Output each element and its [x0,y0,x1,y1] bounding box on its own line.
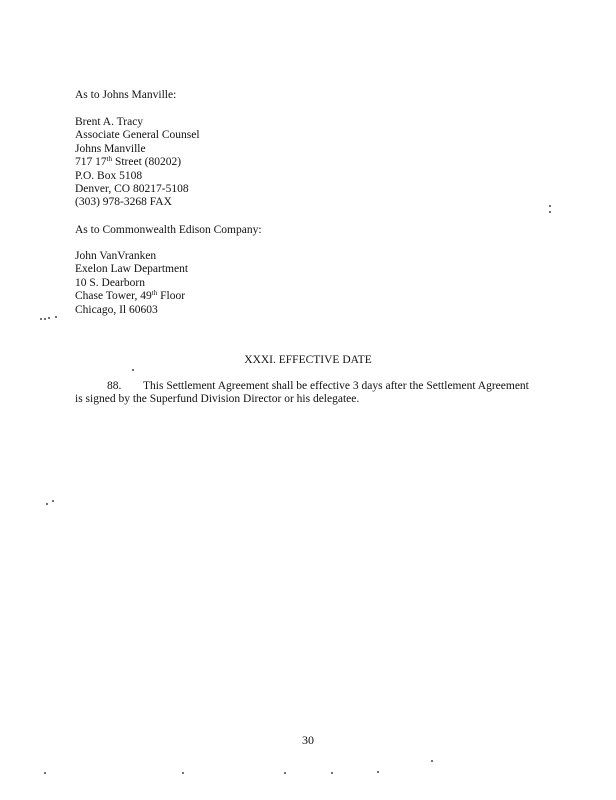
comed-heading-text: As to Commonwealth Edison Company: [75,224,262,236]
paragraph-88 [75,380,535,407]
comed-notice-heading [75,224,262,237]
comed-building-superscript: th [151,289,158,298]
manville-po-box: P.O. Box 5108 [75,169,143,182]
scan-speck [182,772,184,774]
paragraph-number: 88. [107,380,122,392]
manville-street-prefix: 717 17 [75,156,107,169]
comed-city: Chicago, Il 60603 [75,303,158,316]
scan-speck [549,211,551,213]
manville-address-block [75,116,200,210]
section-title: XXXI. EFFECTIVE DATE [244,354,372,366]
scan-speck [377,771,379,773]
scan-speck [284,772,286,774]
manville-street [75,156,200,169]
scan-speck [549,205,551,207]
manville-street-suffix: Street (80202) [112,156,182,169]
scan-speck [44,318,46,320]
page-number: 30 [302,733,314,747]
comed-building [75,290,188,303]
paragraph-line-2: is signed by the Superfund Division Director or his delegatee. [75,393,360,406]
scan-speck [55,316,57,318]
manville-city: Denver, CO 80217-5108 [75,183,189,196]
manville-notice-heading [75,89,176,102]
comed-department: Exelon Law Department [75,263,189,276]
comed-street: 10 S. Dearborn [75,276,145,289]
scan-speck [132,369,134,371]
manville-contact-title: Associate General Counsel [75,129,200,142]
scan-speck [46,503,48,505]
paragraph-first-line [75,380,535,393]
scan-speck [40,318,42,320]
comed-building-suffix: Floor [157,290,186,303]
manville-contact-name: Brent A. Tracy [75,116,144,128]
comed-contact-name: John VanVranken [75,250,157,262]
paragraph-line-1: This Settlement Agreement shall be effective 3 days after the Settlement Agreement [143,380,529,392]
scan-speck [431,760,433,762]
manville-heading-text: As to Johns Manville: [75,89,177,101]
scan-speck [331,772,333,774]
comed-address-block [75,250,188,317]
manville-fax: (303) 978-3268 FAX [75,196,172,209]
manville-company: Johns Manville [75,142,146,155]
scan-speck [48,317,50,319]
scan-speck [52,500,54,502]
manville-street-superscript: th [106,155,113,164]
comed-building-prefix: Chase Tower, 49 [75,290,152,303]
scan-speck [44,772,46,774]
